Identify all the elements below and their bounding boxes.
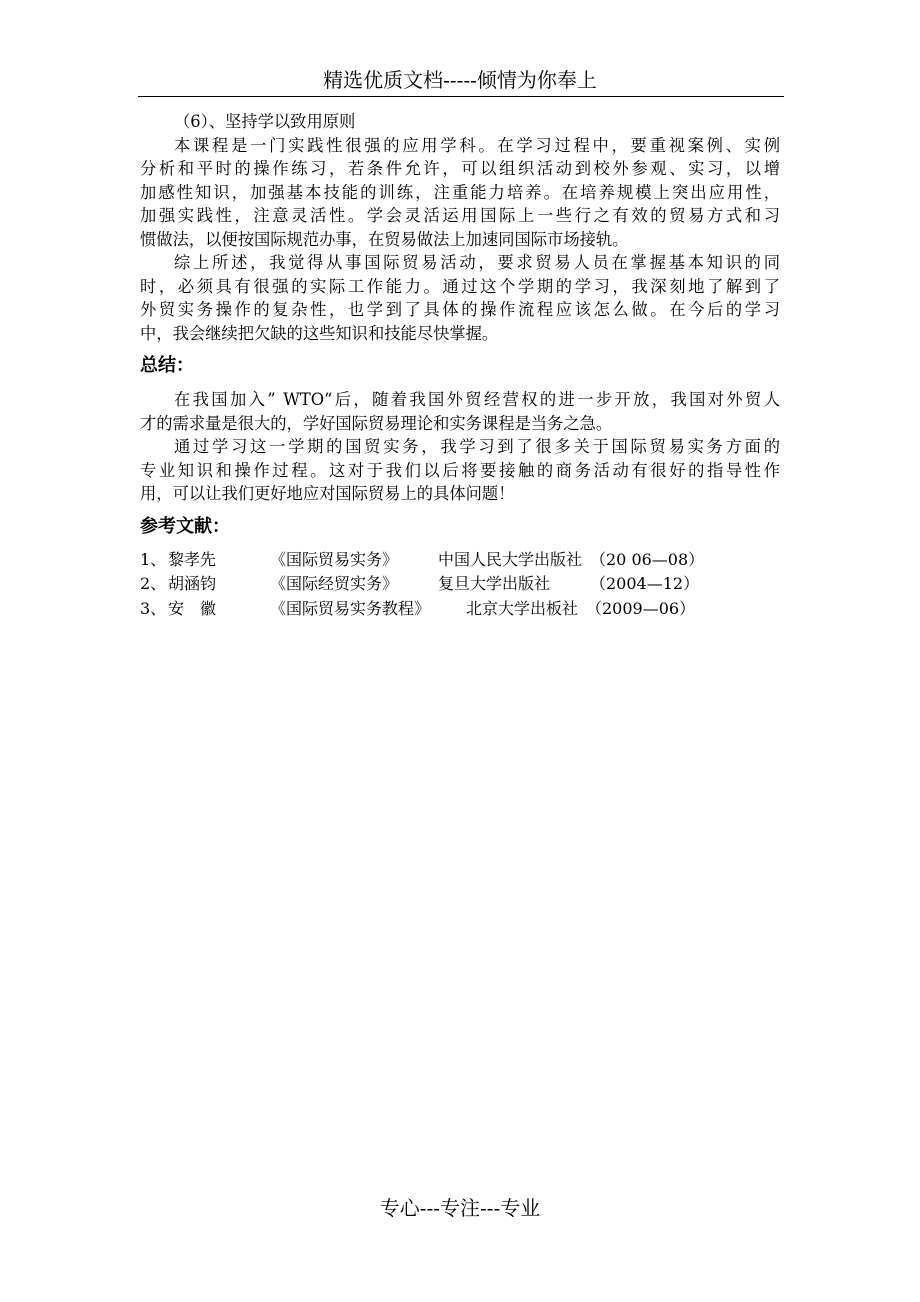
reference-publisher: 北京大学出板社 （2009—06） bbox=[466, 598, 696, 618]
conclusion-line: 综上所述，我觉得从事国际贸易活动，要求贸易人员在掌握基本知识的同 bbox=[174, 253, 780, 272]
summary-line: 用，可以让我们更好地应对国际贸易上的具体问题！ bbox=[140, 484, 515, 503]
reference-publisher: 复旦大学出版社 （2004—12） bbox=[438, 574, 700, 593]
reference-author: 安 徽 bbox=[168, 598, 217, 618]
header-divider bbox=[138, 96, 784, 97]
reference-author: 黎孝先 bbox=[168, 549, 217, 569]
conclusion-line: 中，我会继续把欠缺的这些知识和技能尽快掌握。 bbox=[140, 323, 499, 343]
section-6-line: 加感性知识，加强基本技能的训练，注重能力培养。在培养规模上突出应用性， bbox=[140, 182, 780, 202]
references-heading: 参考文献： bbox=[140, 515, 230, 537]
reference-item bbox=[140, 572, 780, 597]
reference-author: 胡涵钧 bbox=[168, 574, 217, 593]
reference-number: 3、 bbox=[140, 598, 167, 618]
reference-item bbox=[140, 597, 780, 622]
reference-item bbox=[140, 548, 780, 573]
section-6-line: 惯做法，以便按国际规范办事，在贸易做法上加速同国际市场接轨。 bbox=[140, 229, 629, 249]
summary-heading: 总结： bbox=[140, 355, 194, 376]
reference-title: 《国际经贸实务》 bbox=[270, 574, 399, 593]
section-6-line: 分析和平时的操作练习，若条件允许，可以组织活动到校外参观、实习，以增 bbox=[140, 159, 780, 178]
reference-title: 《国际贸易实务》 bbox=[270, 549, 399, 569]
summary-line: 通过学习这一学期的国贸实务，我学习到了很多关于国际贸易实务方面的 bbox=[174, 437, 780, 456]
page-header-title: 精选优质文档-----倾情为你奉上 bbox=[323, 68, 597, 92]
reference-number: 1、 bbox=[140, 549, 167, 569]
reference-number: 2、 bbox=[140, 574, 167, 593]
summary-line: 在我国加入” WTO“后，随着我国外贸经营权的进一步开放，我国对外贸人 bbox=[174, 390, 780, 409]
page-footer-text: 专心---专注---专业 bbox=[379, 1196, 541, 1220]
reference-title: 《国际贸易实务教程》 bbox=[270, 598, 431, 618]
conclusion-line: 时，必须具有很强的实际工作能力。通过这个学期的学习，我深刻地了解到了 bbox=[140, 276, 780, 296]
document-body bbox=[140, 110, 780, 621]
conclusion-line: 外贸实务操作的复杂性，也学到了具体的操作流程应该怎么做。在今后的学习 bbox=[140, 300, 780, 319]
section-6-line: 本课程是一门实践性很强的应用学科。在学习过程中，要重视案例、实例 bbox=[174, 135, 780, 155]
section-6-heading: （6）、坚持学以致用原则 bbox=[174, 112, 356, 131]
reference-publisher: 中国人民大学出版社 （20 06—08） bbox=[438, 549, 705, 569]
section-6-line: 加强实践性，注意灵活性。学会灵活运用国际上一些行之有效的贸易方式和习 bbox=[140, 206, 780, 225]
summary-line: 才的需求量是很大的，学好国际贸易理论和实务课程是当务之急。 bbox=[140, 413, 613, 433]
summary-line: 专业知识和操作过程。这对于我们以后将要接触的商务活动有很好的指导性作 bbox=[140, 460, 780, 480]
